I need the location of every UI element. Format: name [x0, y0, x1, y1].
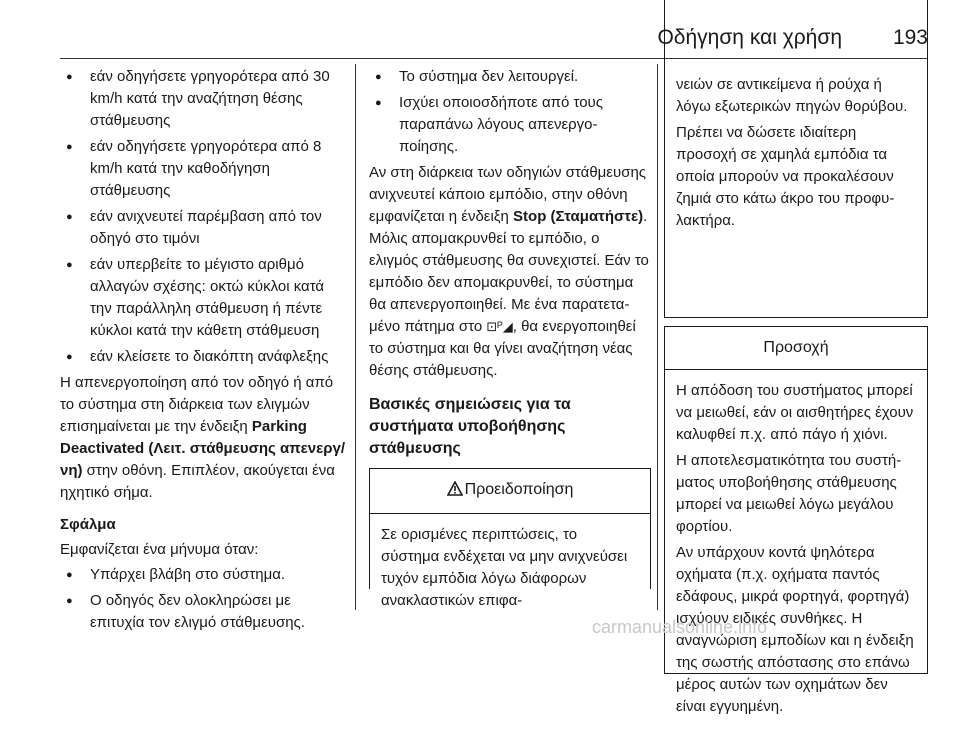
- list-item: ● Υπάρχει βλάβη στο σύστημα.: [60, 564, 348, 586]
- obstacle-paragraph: Αν στη διάρκεια των οδηγιών στάθμευσης ανιχνευτεί κάποιο εμπόδιο, στην οθόνη εμφανίζεται η ένδειξη Stop (Σταματήστε). Μόλις απομακρυνθεί το εμπόδιο, ο ελιγμός στάθμευσης θα συνεχιστεί. Εάν το εμπόδιο δεν απομακρυνθεί, το σύστημα θα απενεργοποιηθεί. Με ένα παρατεταμένο πάτημα στο ⊡ᴾ◢, θα ενεργοποιηθεί το σύστημα και θα γίνει αναζήτηση νέας θέσης στάθμευσης.: [369, 164, 649, 379]
- warning-box-body: Σε ορισμένες περιπτώσεις, το σύστημα ενδέχεται να μην ανιχνεύσει τυχόν εμπόδια λόγω διάφορων ανακλαστικών επιφα-: [381, 526, 628, 609]
- warning-box-continued: [664, 0, 928, 318]
- deactivation-paragraph: Η απενεργοποίηση από τον οδηγό ή από το σύστημα στη διάρκεια των ελιγμών επισημαίνεται με την ένδειξη Parking Deactivated (Λειτ. στάθμευσης απενεργ/νη) στην οθόνη. Επιπλέον, ακούγεται ένα ηχητικό σήμα.: [60, 374, 346, 501]
- page-number: 193: [892, 26, 928, 49]
- column-divider-2: [657, 64, 658, 610]
- reflection-text: νειών σε αντικείμενα ή ρούχα ή λόγω εξωτερικών πηγών θορύβου.: [676, 76, 908, 115]
- caution-box-header: Προσοχή: [665, 327, 927, 370]
- stop-message: Stop (Σταματήστε): [513, 208, 644, 225]
- warning-box-header: [370, 469, 650, 514]
- warning-triangle-icon: [447, 481, 463, 503]
- list-item: ● εάν οδηγήσετε γρηγορότερα από 30 km/h κατά την αναζήτηση θέσης στάθμευσης: [60, 66, 348, 132]
- watermark: carmanualsonline.info: [592, 617, 768, 637]
- list-item: ● Ισχύει οποιοσδήποτε από τους παραπάνω λόγους απενεργοποίησης.: [369, 92, 651, 158]
- caution-paragraph: Αν υπάρχουν κοντά ψηλότερα οχήματα (π.χ. οχήματα παντός εδάφους, μικρά φορτηγά, φορτηγά) ισχύουν ειδικές συνθήκες. Η αναγνώριση εμποδίων και η ένδειξη της σωστής απόστασης στο επάνω μέρος αυτών των οχημάτων δεν είναι εγγυημένη.: [676, 544, 914, 715]
- warning-box: [369, 468, 651, 609]
- list-item: ● εάν υπερβείτε το μέγιστο αριθμό αλλαγών σχέσης: οκτώ κύκλοι κατά την παράλληλη στάθμευση ή πέντε κύκλοι κατά την κάθετη στάθμευση: [60, 254, 348, 342]
- caution-paragraph: Η απόδοση του συστήματος μπορεί να μειωθεί, εάν οι αισθητήρες έχουν καλυφθεί π.χ. από πάγο ή χιόνι.: [676, 382, 914, 443]
- deactivated-message: Parking Deactivated (Λειτ. στάθμευσης απενεργ/νη): [60, 418, 346, 479]
- error-list-continued: [369, 66, 651, 158]
- deactivation-reasons-list: [60, 66, 348, 368]
- list-item: ● εάν ανιχνευτεί παρέμβαση από τον οδηγό στο τιμόνι: [60, 206, 348, 250]
- error-intro: Εμφανίζεται ένα μήνυμα όταν:: [60, 541, 259, 558]
- section-heading: Βασικές σημειώσεις για τα συστήματα υποβοήθησης στάθμευσης: [369, 396, 571, 457]
- low-obstacle-text: Πρέπει να δώσετε ιδιαίτερη προσοχή σε χαμηλά εμπόδια τα οποία μπορούν να προκαλέσουν ζημιά στο κάτω άκρο του προφυλακτήρα.: [676, 124, 895, 229]
- list-item: ● Ο οδηγός δεν ολοκληρώσει με επιτυχία τον ελιγμό στάθμευσης.: [60, 590, 348, 634]
- caution-paragraph: Η αποτελεσματικότητα του συστήματος υποβοήθησης στάθμευσης μπορεί να μειωθεί λόγω μεγάλου φορτίου.: [676, 452, 902, 535]
- error-list: [60, 564, 348, 634]
- error-heading: Σφάλμα: [60, 516, 116, 533]
- column-2: [369, 64, 651, 609]
- parking-assist-icon: ⊡ᴾ◢: [486, 319, 513, 334]
- list-item: ● εάν οδηγήσετε γρηγορότερα από 8 km/h κατά την καθοδήγηση στάθμευσης: [60, 136, 348, 202]
- header-title: Οδήγηση και χρήση: [657, 26, 842, 49]
- column-divider-1: [355, 64, 356, 610]
- warning-box-title: Προειδοποίηση: [464, 481, 574, 498]
- column-1: [60, 64, 348, 638]
- list-item: ● εάν κλείσετε το διακόπτη ανάφλεξης: [60, 346, 348, 368]
- caution-box-body: [665, 370, 927, 718]
- list-item: ● Το σύστημα δεν λειτουργεί.: [369, 66, 651, 88]
